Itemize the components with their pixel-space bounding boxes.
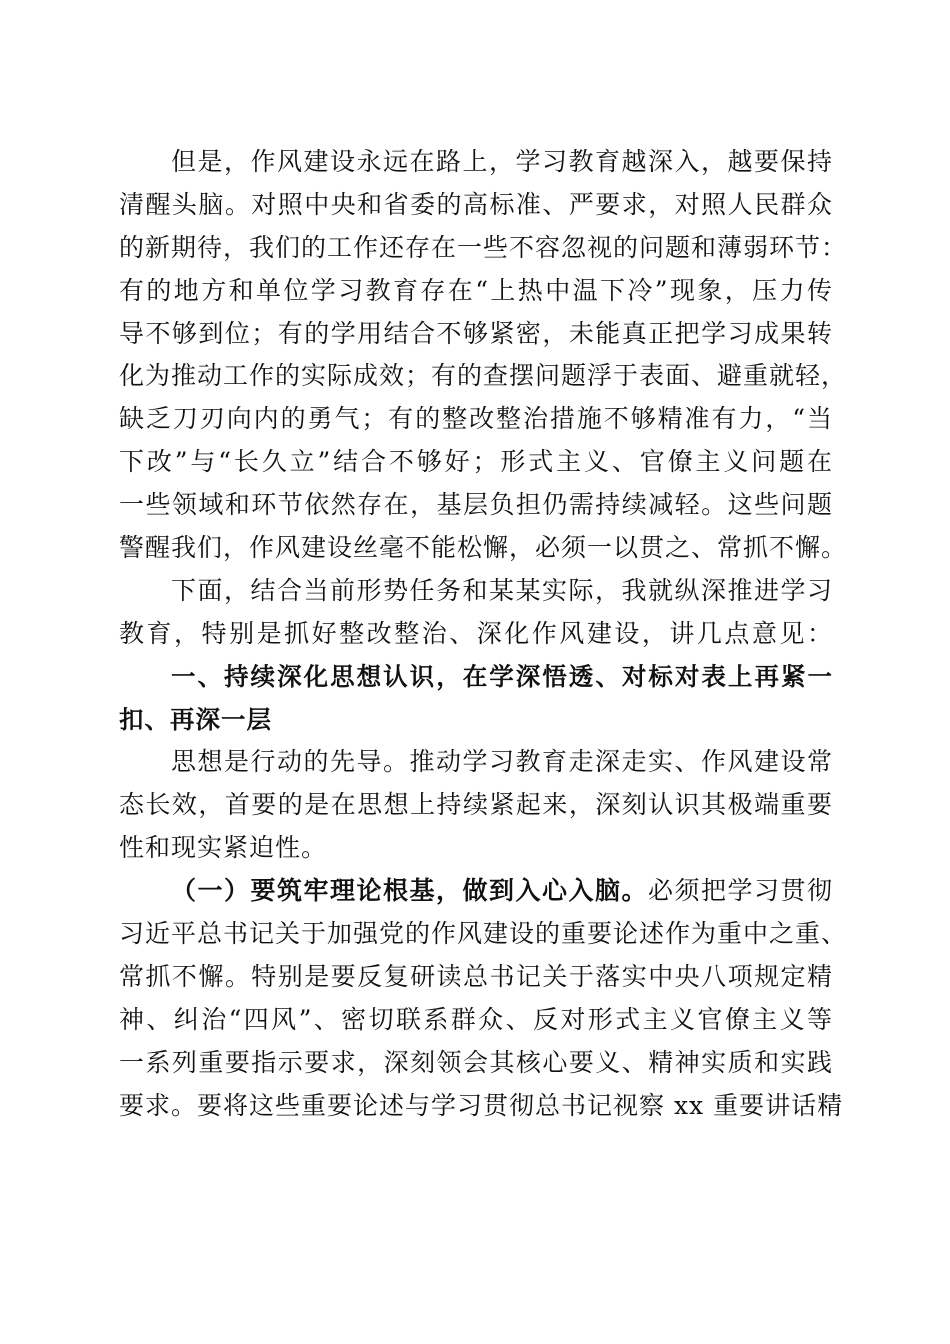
paragraph-intro <box>119 570 833 656</box>
text-line: 性和现实紧迫性。 <box>119 833 328 863</box>
text-line: 态长效，首要的是在思想上持续紧起来，深刻认识其极端重要 <box>119 790 833 820</box>
paragraph-subsection-1 <box>119 870 848 1127</box>
text-line: 神、纠治“四风”、密切联系群众、反对形式主义官僚主义等 <box>119 1004 833 1034</box>
subheading-lead-rest: 必须把学习贯彻 <box>647 876 833 906</box>
paragraph-problems <box>119 141 848 570</box>
paragraph-thought <box>119 741 833 870</box>
text-line: 要求。要将这些重要论述与学习贯彻总书记视察 xx 重要讲话精 <box>119 1090 844 1120</box>
text-line: 常抓不懈。特别是要反复研读总书记关于落实中央八项规定精 <box>119 961 833 991</box>
text-line: 缺乏刀刃向内的勇气；有的整改整治措施不够精准有力，“当 <box>119 404 833 434</box>
text-line: 化为推动工作的实际成效；有的查摆问题浮于表面、避重就轻， <box>119 361 848 391</box>
text-line: 习近平总书记关于加强党的作风建设的重要论述作为重中之重、 <box>119 919 848 949</box>
text-line: 下面，结合当前形势任务和某某实际，我就纵深推进学习 <box>171 575 833 605</box>
text-line: 有的地方和单位学习教育存在“上热中温下冷”现象，压力传 <box>119 275 833 305</box>
document-body <box>119 141 848 1127</box>
text-line: 的新期待，我们的工作还存在一些不容忽视的问题和薄弱环节： <box>119 232 848 262</box>
text-line: 导不够到位；有的学用结合不够紧密，未能真正把学习成果转 <box>119 318 833 348</box>
text-line: 教育，特别是抓好整改整治、深化作风建设，讲几点意见： <box>119 618 833 648</box>
heading-line: 一、持续深化思想认识，在学深悟透、对标对表上再紧一 <box>171 661 833 691</box>
text-line: 思想是行动的先导。推动学习教育走深走实、作风建设常 <box>171 747 833 777</box>
text-line: 清醒头脑。对照中央和省委的高标准、严要求，对照人民群众 <box>119 189 833 219</box>
heading-line: 扣、再深一层 <box>119 704 272 734</box>
subheading-first-line <box>119 870 833 913</box>
text-line: 下改”与“长久立”结合不够好；形式主义、官僚主义问题在 <box>119 447 833 477</box>
text-line: 但是，作风建设永远在路上，学习教育越深入，越要保持 <box>171 147 833 176</box>
section-heading <box>119 656 833 742</box>
text-line: 一系列重要指示要求，深刻领会其核心要义、精神实质和实践 <box>119 1047 833 1077</box>
text-line: 警醒我们，作风建设丝毫不能松懈，必须一以贯之、常抓不懈。 <box>119 533 848 563</box>
text-line: 一些领域和环节依然存在，基层负担仍需持续减轻。这些问题 <box>119 490 833 520</box>
subheading-lead: （一）要筑牢理论根基，做到入心入脑。 <box>171 876 648 906</box>
